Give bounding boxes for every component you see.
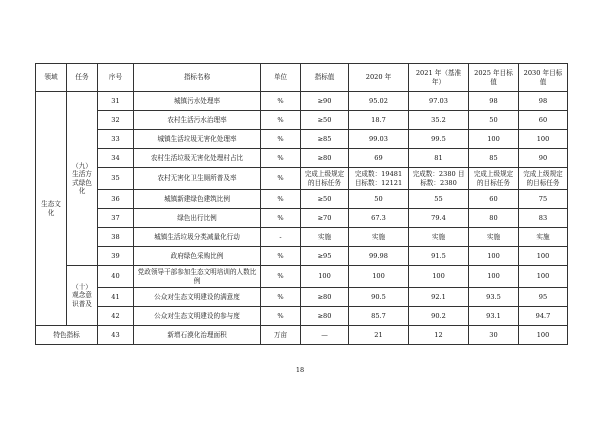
cell-2020: 99.03	[349, 130, 409, 149]
cell-name: 绿色出行比例	[134, 209, 261, 228]
cell-2025: 60	[469, 190, 519, 209]
cell-unit: %	[261, 266, 301, 288]
cell-2020: 21	[349, 326, 409, 345]
cell-name: 城镇新建绿色建筑比例	[134, 190, 261, 209]
cell-no: 43	[98, 326, 134, 345]
cell-target: ≥85	[301, 130, 349, 149]
header-unit: 单位	[261, 64, 301, 92]
table-row	[36, 111, 568, 130]
cell-2021: 12	[409, 326, 469, 345]
cell-2025: 30	[469, 326, 519, 345]
cell-target: 100	[301, 266, 349, 288]
cell-no: 37	[98, 209, 134, 228]
cell-name: 城镇生活垃圾分类减量化行动	[134, 228, 261, 247]
cell-2021: 79.4	[409, 209, 469, 228]
cell-no: 35	[98, 168, 134, 190]
cell-2020: 100	[349, 266, 409, 288]
cell-2025: 100	[469, 266, 519, 288]
table-row	[36, 168, 568, 190]
cell-unit: %	[261, 247, 301, 266]
cell-2021: 99.5	[409, 130, 469, 149]
cell-2021: 92.1	[409, 288, 469, 307]
cell-unit: %	[261, 190, 301, 209]
cell-2030: 94.7	[519, 307, 568, 326]
cell-2020: 85.7	[349, 307, 409, 326]
cell-2030: 完成上级规定的目标任务	[519, 168, 568, 190]
header-no: 序号	[98, 64, 134, 92]
cell-name: 政府绿色采购比例	[134, 247, 261, 266]
task-cell: （十）观念意识普及	[67, 266, 98, 326]
cell-no: 38	[98, 228, 134, 247]
table-row	[36, 149, 568, 168]
cell-2020: 50	[349, 190, 409, 209]
header-2020: 2020 年	[349, 64, 409, 92]
cell-2025: 100	[469, 247, 519, 266]
cell-target: 完成上级规定的目标任务	[301, 168, 349, 190]
cell-target: 实施	[301, 228, 349, 247]
cell-2030: 98	[519, 92, 568, 111]
cell-unit: %	[261, 130, 301, 149]
table-row	[36, 209, 568, 228]
cell-2025: 93.5	[469, 288, 519, 307]
cell-2021: 完成数：2380 目标数：2380	[409, 168, 469, 190]
cell-2025: 98	[469, 92, 519, 111]
cell-2030: 100	[519, 266, 568, 288]
cell-2021: 35.2	[409, 111, 469, 130]
header-target: 指标值	[301, 64, 349, 92]
cell-2025: 85	[469, 149, 519, 168]
table-row	[36, 307, 568, 326]
table-row	[36, 247, 568, 266]
cell-unit: %	[261, 209, 301, 228]
cell-name: 公众对生态文明建设的参与度	[134, 307, 261, 326]
cell-2021: 100	[409, 266, 469, 288]
cell-2020: 99.98	[349, 247, 409, 266]
cell-target: ≥50	[301, 111, 349, 130]
cell-name: 农村生活污水治理率	[134, 111, 261, 130]
cell-unit: %	[261, 168, 301, 190]
cell-target: ≥70	[301, 209, 349, 228]
cell-no: 42	[98, 307, 134, 326]
cell-2020: 67.3	[349, 209, 409, 228]
cell-name: 农村生活垃圾无害化处理村占比	[134, 149, 261, 168]
cell-2030: 60	[519, 111, 568, 130]
cell-2020: 90.5	[349, 288, 409, 307]
cell-name: 城镇生活垃圾无害化处理率	[134, 130, 261, 149]
header-task: 任务	[67, 64, 98, 92]
cell-2030: 75	[519, 190, 568, 209]
cell-unit: -	[261, 228, 301, 247]
cell-2025: 实施	[469, 228, 519, 247]
page-number: 18	[295, 366, 305, 374]
cell-target: ≥50	[301, 190, 349, 209]
cell-2020: 95.02	[349, 92, 409, 111]
cell-2025: 93.1	[469, 307, 519, 326]
table-row	[36, 266, 568, 288]
header-domain: 领域	[36, 64, 67, 92]
header-2030: 2030 年目标值	[519, 64, 568, 92]
special-indicator-cell: 特色指标	[36, 326, 98, 345]
cell-name: 新增石漠化治理面积	[134, 326, 261, 345]
cell-target: ≥95	[301, 247, 349, 266]
cell-no: 41	[98, 288, 134, 307]
cell-2030: 90	[519, 149, 568, 168]
cell-no: 31	[98, 92, 134, 111]
cell-2020: 69	[349, 149, 409, 168]
cell-name: 农村无害化卫生厕所普及率	[134, 168, 261, 190]
cell-2020: 实施	[349, 228, 409, 247]
cell-unit: 万亩	[261, 326, 301, 345]
cell-no: 33	[98, 130, 134, 149]
cell-2025: 100	[469, 130, 519, 149]
cell-2025: 80	[469, 209, 519, 228]
cell-2020: 18.7	[349, 111, 409, 130]
cell-no: 32	[98, 111, 134, 130]
cell-no: 34	[98, 149, 134, 168]
cell-2021: 55	[409, 190, 469, 209]
table-row	[36, 288, 568, 307]
cell-2025: 完成上级规定的目标任务	[469, 168, 519, 190]
cell-no: 39	[98, 247, 134, 266]
cell-2025: 50	[469, 111, 519, 130]
header-2025: 2025 年目标值	[469, 64, 519, 92]
cell-target: ≥80	[301, 288, 349, 307]
cell-2030: 100	[519, 130, 568, 149]
cell-target: ≥80	[301, 307, 349, 326]
table-row	[36, 130, 568, 149]
task-cell: （九）生活方式绿色化	[67, 92, 98, 266]
header-row	[36, 64, 568, 92]
cell-unit: %	[261, 111, 301, 130]
cell-unit: %	[261, 149, 301, 168]
indicator-table	[35, 63, 568, 345]
cell-target: ≥90	[301, 92, 349, 111]
cell-2030: 100	[519, 326, 568, 345]
cell-2021: 实施	[409, 228, 469, 247]
cell-2021: 90.2	[409, 307, 469, 326]
cell-name: 党政领导干部参加生态文明培训的人数比例	[134, 266, 261, 288]
cell-2030: 83	[519, 209, 568, 228]
cell-name: 公众对生态文明建设的满意度	[134, 288, 261, 307]
cell-unit: %	[261, 307, 301, 326]
header-name: 指标名称	[134, 64, 261, 92]
table-row	[36, 228, 568, 247]
cell-2030: 实施	[519, 228, 568, 247]
cell-2030: 100	[519, 247, 568, 266]
table-row	[36, 326, 568, 345]
cell-2030: 95	[519, 288, 568, 307]
cell-2021: 81	[409, 149, 469, 168]
cell-no: 36	[98, 190, 134, 209]
cell-name: 城镇污水处理率	[134, 92, 261, 111]
domain-cell: 生态文化	[36, 92, 67, 326]
cell-target: ≥80	[301, 149, 349, 168]
cell-no: 40	[98, 266, 134, 288]
cell-2021: 91.5	[409, 247, 469, 266]
cell-unit: %	[261, 92, 301, 111]
cell-unit: %	[261, 288, 301, 307]
cell-target: —	[301, 326, 349, 345]
table-row	[36, 92, 568, 111]
cell-2020: 完成数：19481 目标数：12121	[349, 168, 409, 190]
table-row	[36, 190, 568, 209]
header-2021: 2021 年（基准年）	[409, 64, 469, 92]
cell-2021: 97.03	[409, 92, 469, 111]
